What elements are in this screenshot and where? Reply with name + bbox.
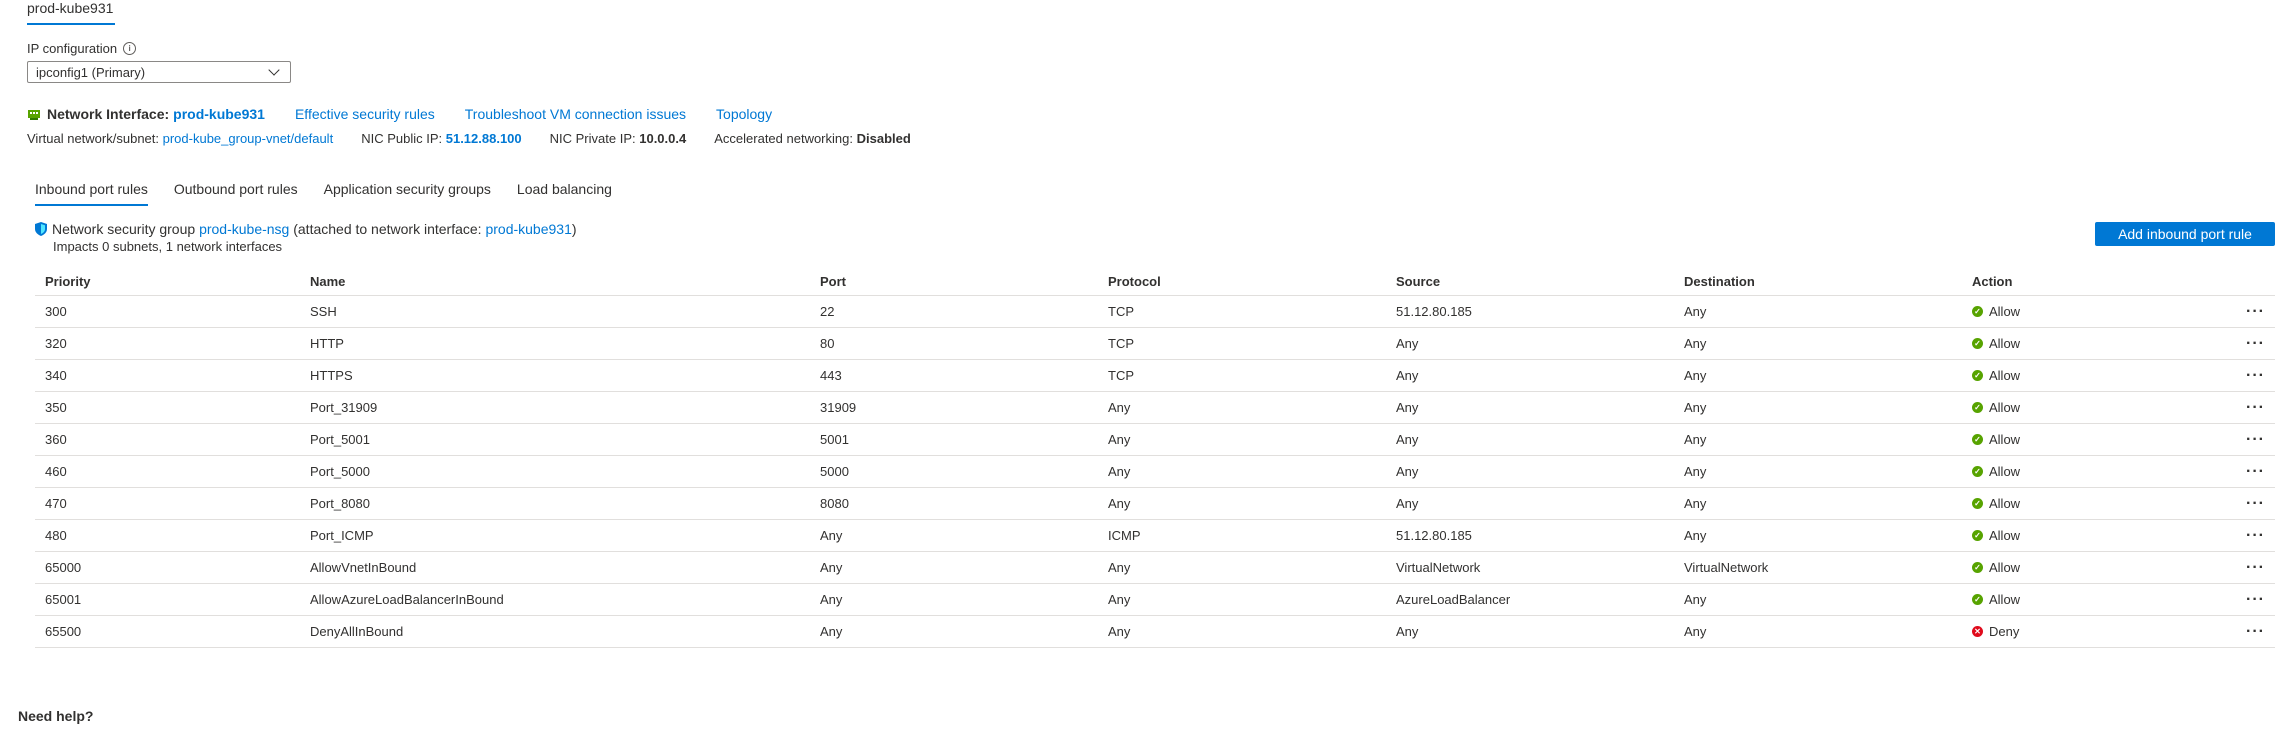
table-row[interactable] [35, 520, 2275, 552]
action-status [1972, 304, 2212, 319]
cell-source: VirtualNetwork [1386, 552, 1674, 584]
cell-protocol: Any [1098, 424, 1386, 456]
action-label: Allow [1989, 368, 2021, 383]
cell-source: Any [1386, 616, 1674, 648]
cell-protocol: ICMP [1098, 520, 1386, 552]
nsg-impacts: Impacts 0 subnets, 1 network interfaces [53, 239, 283, 254]
troubleshoot-vm-connection-link[interactable]: Troubleshoot VM connection issues [464, 106, 687, 122]
cell-source: Any [1386, 392, 1674, 424]
cell-priority: 480 [35, 520, 300, 552]
private-ip-detail [550, 131, 687, 146]
cell-source: AzureLoadBalancer [1386, 584, 1674, 616]
cell-source: Any [1386, 456, 1674, 488]
allow-check-icon: ✓ [1972, 338, 1983, 349]
cell-priority: 470 [35, 488, 300, 520]
cell-priority: 360 [35, 424, 300, 456]
cell-destination: Any [1674, 296, 1962, 328]
public-ip-label: NIC Public IP: [361, 131, 443, 146]
nsg-info [35, 221, 577, 237]
cell-protocol: Any [1098, 552, 1386, 584]
cell-destination: Any [1674, 360, 1962, 392]
more-options-icon[interactable]: ··· [2222, 616, 2275, 648]
deny-x-icon: ✕ [1972, 626, 1983, 637]
cell-destination: Any [1674, 616, 1962, 648]
network-interface-link[interactable]: prod-kube931 [173, 106, 265, 122]
action-status [1972, 592, 2212, 607]
accelerated-networking-detail [714, 131, 911, 146]
need-help-heading: Need help? [18, 708, 94, 724]
action-label: Allow [1989, 464, 2021, 479]
cell-action [1962, 424, 2222, 456]
cell-source: Any [1386, 488, 1674, 520]
network-interface-label: Network Interface: [47, 106, 170, 122]
cell-protocol: TCP [1098, 360, 1386, 392]
ip-config-dropdown[interactable] [27, 61, 291, 83]
nsg-mid: (attached to network interface: [293, 221, 482, 237]
table-row[interactable] [35, 360, 2275, 392]
cell-priority: 460 [35, 456, 300, 488]
nic-details-row [27, 131, 939, 146]
nsg-suffix: ) [571, 221, 577, 237]
action-status [1972, 400, 2212, 415]
table-row[interactable] [35, 584, 2275, 616]
allow-check-icon: ✓ [1972, 466, 1983, 477]
cell-name: Port_8080 [300, 488, 810, 520]
more-options-icon[interactable]: ··· [2222, 360, 2275, 392]
tab-inbound-port-rules[interactable]: Inbound port rules [35, 181, 148, 206]
cell-name: SSH [300, 296, 810, 328]
cell-port: 22 [810, 296, 1098, 328]
public-ip-detail [361, 131, 521, 146]
cell-source: Any [1386, 424, 1674, 456]
cell-protocol: Any [1098, 584, 1386, 616]
allow-check-icon: ✓ [1972, 530, 1983, 541]
vnet-detail [27, 131, 333, 146]
cell-protocol: Any [1098, 616, 1386, 648]
cell-priority: 320 [35, 328, 300, 360]
action-label: Allow [1989, 336, 2021, 351]
ip-config-selected: ipconfig1 (Primary) [36, 64, 146, 80]
column-header-port[interactable]: Port [810, 267, 1098, 296]
tab-outbound-port-rules[interactable]: Outbound port rules [173, 181, 298, 197]
cell-protocol: TCP [1098, 328, 1386, 360]
cell-name: Port_5000 [300, 456, 810, 488]
action-status [1972, 368, 2212, 383]
table-header-row [35, 267, 2275, 296]
cell-name: DenyAllInBound [300, 616, 810, 648]
cell-action [1962, 488, 2222, 520]
add-inbound-port-rule-button[interactable]: Add inbound port rule [2095, 222, 2275, 246]
allow-check-icon: ✓ [1972, 562, 1983, 573]
cell-name: Port_ICMP [300, 520, 810, 552]
cell-action [1962, 456, 2222, 488]
cell-priority: 350 [35, 392, 300, 424]
chevron-down-icon [268, 64, 279, 75]
cell-name: HTTPS [300, 360, 810, 392]
action-label: Deny [1989, 624, 2020, 639]
cell-port: Any [810, 616, 1098, 648]
accelerated-networking-label: Accelerated networking: [714, 131, 853, 146]
cell-protocol: TCP [1098, 296, 1386, 328]
cell-name: AllowAzureLoadBalancerInBound [300, 584, 810, 616]
action-status [1972, 528, 2212, 543]
allow-check-icon: ✓ [1972, 594, 1983, 605]
table-row[interactable] [35, 424, 2275, 456]
allow-check-icon: ✓ [1972, 434, 1983, 445]
cell-name: AllowVnetInBound [300, 552, 810, 584]
cell-protocol: Any [1098, 456, 1386, 488]
action-label: Allow [1989, 528, 2021, 543]
allow-check-icon: ✓ [1972, 306, 1983, 317]
allow-check-icon: ✓ [1972, 370, 1983, 381]
more-options-icon[interactable]: ··· [2222, 520, 2275, 552]
network-interface-icon [27, 107, 41, 121]
public-ip-link[interactable]: 51.12.88.100 [445, 131, 522, 146]
cell-port: Any [810, 552, 1098, 584]
cell-source: Any [1386, 360, 1674, 392]
nsg-nic-link[interactable]: prod-kube931 [485, 221, 572, 237]
topology-link[interactable]: Topology [716, 106, 773, 122]
cell-action [1962, 616, 2222, 648]
cell-port: 443 [810, 360, 1098, 392]
column-header-protocol[interactable]: Protocol [1098, 267, 1386, 296]
cell-source: 51.12.80.185 [1386, 296, 1674, 328]
more-options-icon[interactable]: ··· [2222, 456, 2275, 488]
action-status [1972, 464, 2212, 479]
action-status [1972, 432, 2212, 447]
column-header-source[interactable]: Source [1386, 267, 1674, 296]
cell-action [1962, 392, 2222, 424]
cell-action [1962, 584, 2222, 616]
column-header-more [2222, 267, 2275, 296]
more-options-icon[interactable]: ··· [2222, 584, 2275, 616]
more-options-icon[interactable]: ··· [2222, 488, 2275, 520]
cell-destination: Any [1674, 328, 1962, 360]
cell-action [1962, 328, 2222, 360]
cell-destination: Any [1674, 392, 1962, 424]
cell-priority: 65001 [35, 584, 300, 616]
cell-name: HTTP [300, 328, 810, 360]
more-options-icon[interactable]: ··· [2222, 296, 2275, 328]
cell-port: 80 [810, 328, 1098, 360]
network-interface-row [27, 106, 772, 122]
nsg-link[interactable]: prod-kube-nsg [199, 221, 290, 237]
allow-check-icon: ✓ [1972, 402, 1983, 413]
action-label: Allow [1989, 496, 2021, 511]
allow-check-icon: ✓ [1972, 498, 1983, 509]
cell-destination: Any [1674, 520, 1962, 552]
private-ip-label: NIC Private IP: [549, 131, 636, 146]
tab-application-security-groups[interactable]: Application security groups [323, 181, 491, 197]
cell-action [1962, 520, 2222, 552]
ip-config-label [27, 41, 136, 56]
more-options-icon[interactable]: ··· [2222, 328, 2275, 360]
table-row[interactable] [35, 488, 2275, 520]
tab-load-balancing[interactable]: Load balancing [516, 181, 612, 197]
rules-tabs [35, 181, 638, 206]
vnet-label: Virtual network/subnet: [27, 131, 159, 146]
cell-priority: 65000 [35, 552, 300, 584]
cell-priority: 300 [35, 296, 300, 328]
action-label: Allow [1989, 304, 2021, 319]
column-header-action[interactable]: Action [1962, 267, 2222, 296]
nic-tab-underline [27, 23, 115, 25]
more-options-icon[interactable]: ··· [2222, 552, 2275, 584]
cell-source: 51.12.80.185 [1386, 520, 1674, 552]
table-row[interactable] [35, 328, 2275, 360]
action-label: Allow [1989, 592, 2021, 607]
cell-protocol: Any [1098, 392, 1386, 424]
action-status [1972, 496, 2212, 511]
cell-destination: Any [1674, 424, 1962, 456]
shield-icon [35, 222, 47, 236]
ip-config-label-text: IP configuration [27, 41, 118, 56]
cell-port: Any [810, 584, 1098, 616]
cell-port: 31909 [810, 392, 1098, 424]
cell-action [1962, 552, 2222, 584]
cell-port: 8080 [810, 488, 1098, 520]
action-label: Allow [1989, 432, 2021, 447]
private-ip-value: 10.0.0.4 [639, 131, 687, 146]
table-row[interactable] [35, 296, 2275, 328]
cell-action [1962, 296, 2222, 328]
accelerated-networking-value: Disabled [856, 131, 911, 146]
rules-body [35, 296, 2275, 648]
nsg-prefix: Network security group [52, 221, 196, 237]
more-options-icon[interactable]: ··· [2222, 392, 2275, 424]
action-status [1972, 560, 2212, 575]
table-row[interactable] [35, 456, 2275, 488]
cell-protocol: Any [1098, 488, 1386, 520]
table-row[interactable] [35, 552, 2275, 584]
cell-port: Any [810, 520, 1098, 552]
action-label: Allow [1989, 400, 2021, 415]
cell-destination: Any [1674, 584, 1962, 616]
action-label: Allow [1989, 560, 2021, 575]
more-options-icon[interactable]: ··· [2222, 424, 2275, 456]
cell-priority: 65500 [35, 616, 300, 648]
cell-destination: Any [1674, 488, 1962, 520]
vnet-subnet-link[interactable]: prod-kube_group-vnet/default [162, 131, 334, 146]
action-status [1972, 624, 2212, 639]
action-status [1972, 336, 2212, 351]
nic-tab[interactable]: prod-kube931 [27, 0, 114, 16]
cell-port: 5000 [810, 456, 1098, 488]
column-header-priority[interactable]: Priority [35, 267, 300, 296]
table-row[interactable] [35, 392, 2275, 424]
table-row[interactable] [35, 616, 2275, 648]
cell-name: Port_5001 [300, 424, 810, 456]
inbound-rules-table [35, 267, 2275, 648]
cell-source: Any [1386, 328, 1674, 360]
cell-destination: VirtualNetwork [1674, 552, 1962, 584]
cell-port: 5001 [810, 424, 1098, 456]
column-header-name[interactable]: Name [300, 267, 810, 296]
cell-action [1962, 360, 2222, 392]
effective-security-rules-link[interactable]: Effective security rules [294, 106, 435, 122]
cell-name: Port_31909 [300, 392, 810, 424]
info-icon[interactable]: i [123, 42, 136, 55]
column-header-destination[interactable]: Destination [1674, 267, 1962, 296]
cell-destination: Any [1674, 456, 1962, 488]
cell-priority: 340 [35, 360, 300, 392]
